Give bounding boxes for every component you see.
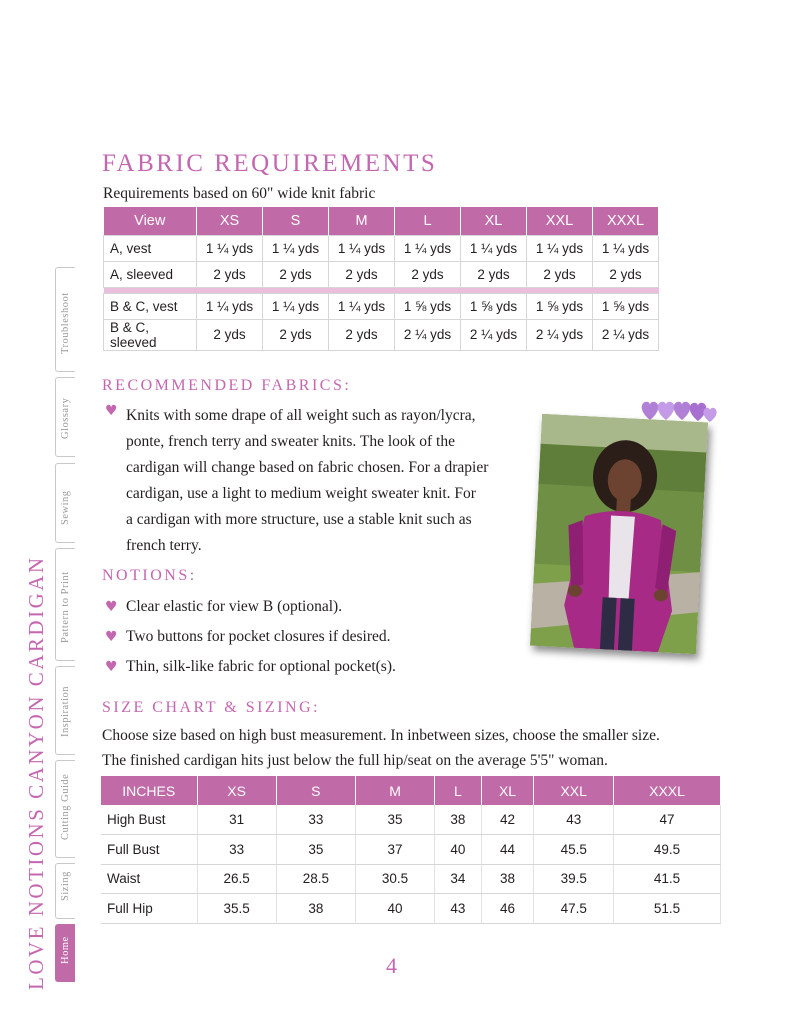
table-cell: 1 ¼ yds	[197, 235, 263, 261]
table-cell: 2 yds	[329, 319, 395, 350]
sizing-instructions-1: Choose size based on high bust measurement. In inbetween sizes, choose the smaller size.	[102, 727, 660, 744]
table-cell: 30.5	[355, 864, 434, 894]
side-tab-label: Sizing	[60, 871, 71, 901]
table-cell: 1 ⅝ yds	[527, 293, 593, 319]
table-cell: 39.5	[534, 864, 614, 894]
table-row	[104, 235, 659, 261]
table-row	[104, 319, 659, 350]
table-cell: 35	[355, 805, 434, 835]
table-cell: 2 yds	[263, 261, 329, 287]
fabric-requirements-table	[103, 207, 659, 351]
column-header: XXXL	[614, 776, 721, 805]
column-header: XL	[481, 776, 534, 805]
table-cell: 35.5	[197, 894, 276, 924]
table-cell: 1 ¼ yds	[197, 293, 263, 319]
table-cell: 40	[355, 894, 434, 924]
table-cell: 35	[276, 835, 355, 865]
table-cell: 1 ¼ yds	[329, 235, 395, 261]
column-header: M	[355, 776, 434, 805]
text-line: cardigan, use a light to medium weight sweater knit. For	[126, 485, 476, 502]
table-row	[104, 261, 659, 287]
table-row	[101, 835, 721, 865]
table-cell: 34	[435, 864, 482, 894]
side-tab-pattern-to-print[interactable]	[55, 548, 75, 661]
table-row	[104, 293, 659, 319]
table-cell: 1 ¼ yds	[263, 235, 329, 261]
table-cell: 26.5	[197, 864, 276, 894]
size-chart-table	[101, 776, 721, 924]
column-header: M	[329, 207, 395, 235]
table-cell: 1 ⅝ yds	[461, 293, 527, 319]
table-cell: 49.5	[614, 835, 721, 865]
table-cell: 1 ⅝ yds	[395, 293, 461, 319]
row-label: B & C, sleeved	[104, 319, 197, 350]
list-item	[105, 594, 396, 620]
heart-bullet-icon: ♥	[105, 629, 118, 645]
column-header: L	[435, 776, 482, 805]
page-number: 4	[386, 953, 397, 978]
table-cell: 2 yds	[527, 261, 593, 287]
text-line: Knits with some drape of all weight such as rayon/lycra,	[126, 407, 476, 424]
table-row	[101, 864, 721, 894]
row-label: A, vest	[104, 235, 197, 261]
table-cell: 2 yds	[197, 319, 263, 350]
table-cell: 2 ¼ yds	[395, 319, 461, 350]
table-cell: 43	[435, 894, 482, 924]
sizing-instructions-2: The finished cardigan hits just below the full hip/seat on the average 5'5" woman.	[102, 752, 608, 769]
sidebar-title: LOVE NOTIONS CANYON CARDIGAN	[24, 555, 48, 990]
table-cell: 2 ¼ yds	[527, 319, 593, 350]
table-cell: 44	[481, 835, 534, 865]
list-item	[105, 654, 396, 680]
text-line: french terry.	[126, 537, 202, 554]
heart-bullet-icon: ♥	[105, 403, 118, 419]
side-tab-label: Home	[60, 936, 71, 964]
table-cell: 2 yds	[461, 261, 527, 287]
notion-text: Two buttons for pocket closures if desired.	[126, 628, 391, 645]
table-header-row	[104, 207, 659, 235]
recommended-fabrics-text	[126, 403, 488, 559]
column-header: XXXL	[593, 207, 659, 235]
woman-in-cardigan-image	[530, 414, 708, 654]
column-header: XS	[197, 776, 276, 805]
table-cell: 2 yds	[593, 261, 659, 287]
fabric-note: Requirements based on 60" wide knit fabric	[103, 185, 376, 202]
table-row	[101, 894, 721, 924]
table-cell: 1 ¼ yds	[593, 235, 659, 261]
table-cell: 46	[481, 894, 534, 924]
table-cell: 2 ¼ yds	[461, 319, 527, 350]
side-tab-label: Cutting Guide	[60, 773, 71, 840]
notion-text: Thin, silk-like fabric for optional pocket(s).	[126, 658, 396, 675]
column-header: View	[104, 207, 197, 235]
table-cell: 45.5	[534, 835, 614, 865]
side-tab-glossary[interactable]	[55, 377, 75, 457]
side-tab-home[interactable]	[55, 924, 75, 982]
side-tab-sizing[interactable]	[55, 863, 75, 919]
column-header: S	[276, 776, 355, 805]
table-cell: 38	[435, 805, 482, 835]
table-row	[101, 805, 721, 835]
table-cell: 37	[355, 835, 434, 865]
fabric-requirements-heading: FABRIC REQUIREMENTS	[102, 150, 438, 177]
column-header: INCHES	[101, 776, 197, 805]
table-cell: 38	[481, 864, 534, 894]
text-line: cardigan will change based on fabric chosen. For a drapier	[126, 459, 489, 476]
side-tab-sewing[interactable]	[55, 463, 75, 543]
side-tab-label: Troubleshoot	[60, 292, 71, 354]
table-cell: 1 ¼ yds	[263, 293, 329, 319]
column-header: S	[263, 207, 329, 235]
heart-bullet-icon: ♥	[105, 659, 118, 675]
row-label: High Bust	[101, 805, 197, 835]
table-cell: 33	[197, 835, 276, 865]
table-cell: 43	[534, 805, 614, 835]
row-label: A, sleeved	[104, 261, 197, 287]
notions-heading: NOTIONS:	[102, 567, 197, 584]
table-cell: 33	[276, 805, 355, 835]
table-cell: 1 ⅝ yds	[593, 293, 659, 319]
side-tab-label: Sewing	[60, 490, 71, 525]
table-cell: 38	[276, 894, 355, 924]
table-cell: 2 yds	[329, 261, 395, 287]
model-photo	[530, 414, 708, 654]
table-cell: 2 yds	[395, 261, 461, 287]
table-cell: 2 yds	[197, 261, 263, 287]
table-cell: 51.5	[614, 894, 721, 924]
side-tab-label: Glossary	[60, 397, 71, 439]
table-cell: 1 ¼ yds	[461, 235, 527, 261]
table-cell: 47.5	[534, 894, 614, 924]
table-cell: 1 ¼ yds	[527, 235, 593, 261]
side-tab-troubleshoot[interactable]	[55, 267, 75, 372]
table-cell: 1 ¼ yds	[395, 235, 461, 261]
column-header: XL	[461, 207, 527, 235]
size-chart-heading: SIZE CHART & SIZING:	[102, 699, 321, 716]
notion-text: Clear elastic for view B (optional).	[126, 598, 343, 615]
row-label: Full Bust	[101, 835, 197, 865]
text-line: a cardigan with more structure, use a stable knit such as	[126, 511, 472, 528]
table-cell: 47	[614, 805, 721, 835]
text-line: ponte, french terry and sweater knits. The look of the	[126, 433, 455, 450]
table-cell: 2 ¼ yds	[593, 319, 659, 350]
row-label: B & C, vest	[104, 293, 197, 319]
table-cell: 2 yds	[263, 319, 329, 350]
side-tab-cutting-guide[interactable]	[55, 760, 75, 858]
side-tab-label: Pattern to Print	[60, 571, 71, 643]
column-header: XXL	[534, 776, 614, 805]
side-tab-inspiration[interactable]	[55, 666, 75, 755]
list-item	[105, 624, 396, 650]
table-cell: 41.5	[614, 864, 721, 894]
side-tab-label: Inspiration	[60, 686, 71, 737]
row-label: Full Hip	[101, 894, 197, 924]
table-cell: 42	[481, 805, 534, 835]
table-cell: 28.5	[276, 864, 355, 894]
notions-list	[105, 594, 396, 680]
row-label: Waist	[101, 864, 197, 894]
recommended-fabrics-heading: RECOMMENDED FABRICS:	[102, 377, 352, 394]
column-header: XXL	[527, 207, 593, 235]
column-header: XS	[197, 207, 263, 235]
heart-bullet-icon: ♥	[105, 599, 118, 615]
table-header-row	[101, 776, 721, 805]
table-cell: 31	[197, 805, 276, 835]
table-cell: 40	[435, 835, 482, 865]
table-cell: 1 ¼ yds	[329, 293, 395, 319]
column-header: L	[395, 207, 461, 235]
